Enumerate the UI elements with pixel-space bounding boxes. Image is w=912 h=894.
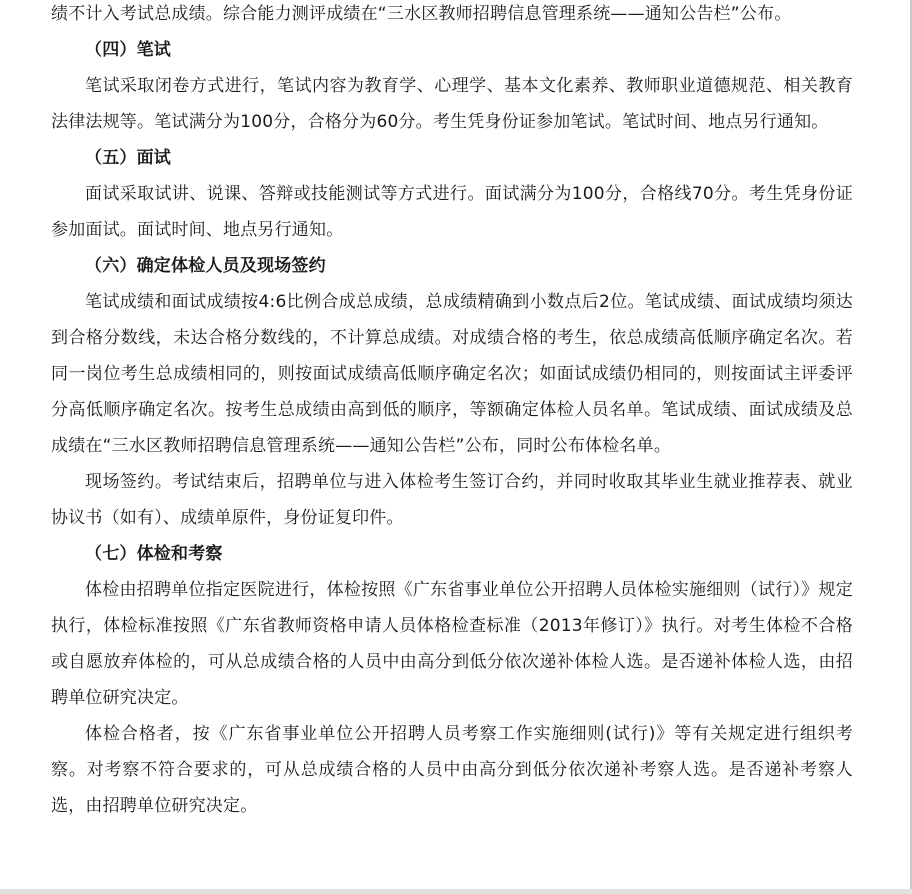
document-body [51, 0, 853, 824]
onsite-signing-paragraph: 现场签约。考试结束后，招聘单位与进入体检考生签订合约，并同时收取其毕业生就业推荐表、就业协议书（如有）、成绩单原件，身份证复印件。 [51, 472, 853, 528]
intro-paragraph-tail: 绩不计入考试总成绩。综合能力测评成绩在“三水区教师招聘信息管理系统——通知公告栏”公布。 [51, 4, 792, 24]
interview-paragraph: 面试采取试讲、说课、答辩或技能测试等方式进行。面试满分为100分，合格线70分。考生凭身份证参加面试。面试时间、地点另行通知。 [51, 184, 853, 240]
section-heading-physical-exam-inspection: （七）体检和考察 [85, 544, 223, 564]
total-score-paragraph: 笔试成绩和面试成绩按4:6比例合成总成绩，总成绩精确到小数点后2位。笔试成绩、面试成绩均须达到合格分数线，未达合格分数线的，不计算总成绩。对成绩合格的考生，依总成绩高低顺序确定名次。若同一岗位考生总成绩相同的，则按面试成绩高低顺序确定名次；如面试成绩仍相同的，则按面试主评委评分高低顺序确定名次。按考生总成绩由高到低的顺序，等额确定体检人员名单。笔试成绩、面试成绩及总成绩在“三水区教师招聘信息管理系统——通知公告栏”公布，同时公布体检名单。 [51, 292, 853, 456]
physical-exam-paragraph: 体检由招聘单位指定医院进行，体检按照《广东省事业单位公开招聘人员体检实施细则（试行）》规定执行，体检标准按照《广东省教师资格申请人员体格检查标准（2013年修订）》执行。对考生体检不合格或自愿放弃体检的，可从总成绩合格的人员中由高分到低分依次递补体检人选。是否递补体检人选，由招聘单位研究决定。 [51, 580, 853, 708]
section-heading-physical-exam-signing: （六）确定体检人员及现场签约 [85, 256, 326, 276]
written-exam-paragraph: 笔试采取闭卷方式进行，笔试内容为教育学、心理学、基本文化素养、教师职业道德规范、相关教育法律法规等。笔试满分为100分，合格分为60分。考生凭身份证参加笔试。笔试时间、地点另行通知。 [51, 76, 853, 132]
section-heading-written-exam: （四）笔试 [85, 40, 171, 60]
section-heading-interview: （五）面试 [85, 148, 171, 168]
viewer-bottom-edge [0, 889, 912, 894]
inspection-paragraph: 体检合格者，按《广东省事业单位公开招聘人员考察工作实施细则(试行)》等有关规定进行组织考察。对考察不符合要求的，可从总成绩合格的人员中由高分到低分依次递补考察人选。是否递补考察人选，由招聘单位研究决定。 [51, 724, 853, 816]
